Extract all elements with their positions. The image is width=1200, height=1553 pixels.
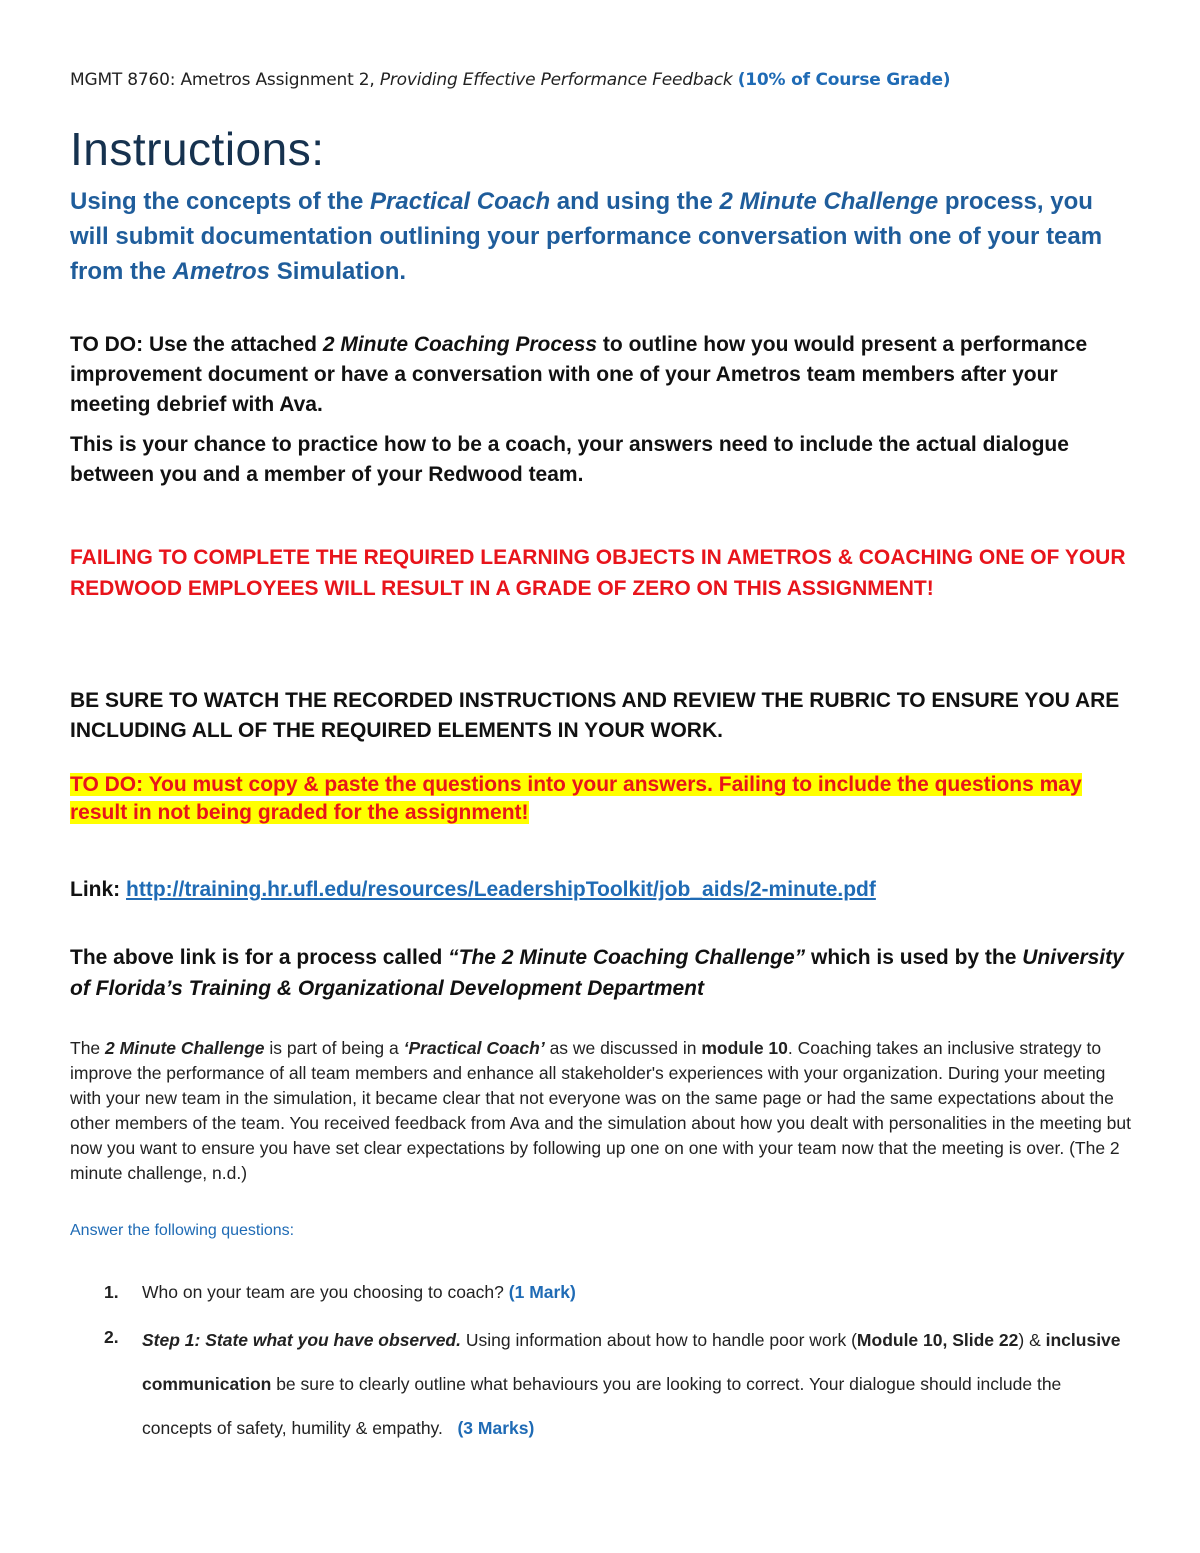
link-row bbox=[70, 878, 876, 902]
body-practical: ‘Practical Coach’ bbox=[403, 1038, 545, 1058]
question-2-text-1: Using information about how to handle poor work ( bbox=[465, 1330, 857, 1350]
copy-paste-warning bbox=[70, 771, 1130, 827]
question-2-ref: Module 10, Slide 22 bbox=[856, 1330, 1019, 1350]
question-1-text: Who on your team are you choosing to coach? bbox=[142, 1282, 504, 1302]
intro-paragraph bbox=[70, 184, 1130, 289]
question-2-marks: (3 Marks) bbox=[457, 1418, 535, 1438]
body-text-1: The bbox=[70, 1038, 101, 1058]
question-1-marks: (1 Mark) bbox=[508, 1282, 576, 1302]
body-text-4: . Coaching takes an inclusive strategy to improve the performance of all team members and enhance all stakeholder's experiences with your organization. During your meeting with your new team in the simulation, it became clear that not everyone was on the same page or had the same expectations about the other members of the team. You received feedback from Ava and the simulation about how you dealt with personalities in the meeting but now you want to ensure you have set clear expectations by following up one on one with your team now that the meeting is over. (The 2 minute challenge, n.d.) bbox=[70, 1038, 1132, 1183]
be-sure-notice: BE SURE TO WATCH THE RECORDED INSTRUCTIONS AND REVIEW THE RUBRIC TO ENSURE YOU ARE INCLUDING ALL OF THE REQUIRED ELEMENTS IN YOUR WORK. bbox=[70, 689, 1120, 742]
question-number: 1. bbox=[104, 1282, 119, 1302]
question-2-step: Step 1: State what you have observed. bbox=[142, 1330, 461, 1350]
question-text bbox=[142, 1282, 1132, 1303]
question-2-text-3: be sure to clearly outline what behaviours you are looking to correct. Your dialogue should include the concepts of safety, humility & empathy. bbox=[142, 1374, 1062, 1438]
body-paragraph bbox=[70, 1036, 1132, 1186]
copy-paste-highlight: TO DO: You must copy & paste the questions into your answers. Failing to include the questions may result in not being graded for the assignment! bbox=[70, 773, 1082, 824]
intro-text-4: Simulation. bbox=[276, 258, 407, 285]
question-2-inclusive: inclusive communication bbox=[142, 1330, 1121, 1394]
above-text-1: The above link is for a process called bbox=[70, 946, 443, 969]
link-label: Link: bbox=[70, 878, 121, 901]
above-uf: University of Florida’s Training & Organizational Development Department bbox=[70, 946, 1124, 1000]
intro-text-2: and using the bbox=[556, 188, 713, 215]
question-2-text-2: ) & bbox=[1018, 1330, 1041, 1350]
chance-paragraph: This is your chance to practice how to be a coach, your answers need to include the actual dialogue between you and a member of your Redwood team. bbox=[70, 433, 1069, 486]
todo-process: 2 Minute Coaching Process bbox=[322, 333, 598, 356]
intro-text-1: Using the concepts of the bbox=[70, 188, 364, 215]
body-two-minute: 2 Minute Challenge bbox=[105, 1038, 265, 1058]
page-title: Instructions: bbox=[70, 123, 325, 175]
body-module: module 10 bbox=[701, 1038, 788, 1058]
body-text-3: as we discussed in bbox=[549, 1038, 697, 1058]
intro-practical-coach: Practical Coach bbox=[370, 188, 551, 215]
link-description bbox=[70, 942, 1130, 1004]
assignment-title: Providing Effective Performance Feedback bbox=[379, 70, 733, 90]
intro-text-3: process, you will submit documentation outlining your performance conversation with one of your team from the bbox=[70, 188, 1103, 285]
failing-warning: FAILING TO COMPLETE THE REQUIRED LEARNING OBJECTS IN AMETROS & COACHING ONE OF YOUR REDWOOD EMPLOYEES WILL RESULT IN A GRADE OF ZERO ON THIS ASSIGNMENT! bbox=[70, 546, 1126, 600]
todo-text-1: TO DO: Use the attached bbox=[70, 333, 317, 356]
intro-ametros: Ametros bbox=[172, 258, 271, 285]
intro-two-minute: 2 Minute Challenge bbox=[719, 188, 939, 215]
body-text-2: is part of being a bbox=[269, 1038, 399, 1058]
course-header bbox=[70, 70, 950, 90]
todo-instructions bbox=[70, 330, 1130, 420]
grade-weight: (10% of Course Grade) bbox=[737, 70, 951, 90]
answer-heading: Answer the following questions: bbox=[70, 1222, 295, 1239]
course-code: MGMT 8760: Ametros Assignment 2, bbox=[70, 70, 375, 90]
question-number: 2. bbox=[104, 1327, 119, 1347]
above-challenge: “The 2 Minute Coaching Challenge” bbox=[448, 946, 806, 969]
todo-text-2: to outline how you would present a performance improvement document or have a conversation with one of your Ametros team members after your meeting debrief with Ava. bbox=[70, 333, 1088, 416]
above-text-2: which is used by the bbox=[811, 946, 1017, 969]
question-text bbox=[142, 1318, 1132, 1450]
coaching-pdf-link[interactable]: http://training.hr.ufl.edu/resources/LeadershipToolkit/job_aids/2-minute.pdf bbox=[126, 878, 876, 901]
